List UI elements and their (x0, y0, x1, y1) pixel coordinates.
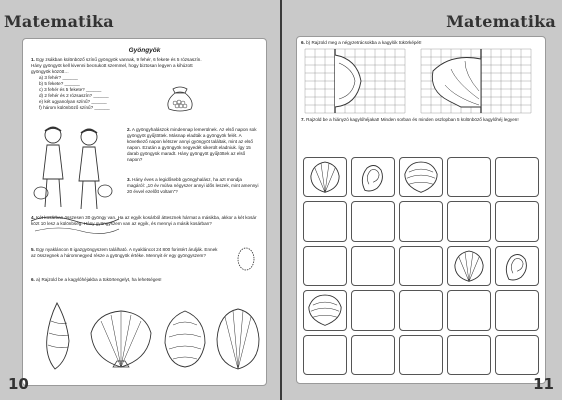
task-6b: 6. b) Rajzold meg a négyzetrácsokba a kagylók tükörképét! (301, 40, 422, 45)
right-page (282, 0, 562, 400)
grid-cell (351, 335, 395, 375)
grid-cell (399, 246, 443, 286)
shell-scallop-icon (400, 158, 442, 196)
grid-cell (447, 201, 491, 241)
task-4: 4. Két kosárban összesen 30 gyöngy van. Ha az egyik kosárból áttesznek hármat a másikba, akkor a két kosár közt 10 lesz a különbség. Hány gyöngyszem van az egyik, és mennyi a másik kosárban? (31, 215, 257, 226)
answer-b: b) 5 fekete? ______ (39, 81, 80, 86)
answer-d: d) 2 fehér és 2 rózsaszín? ______ (39, 93, 109, 98)
page-number-right: 11 (533, 375, 554, 393)
task-7: 7. Rajzold be a hiányzó kagylóhéjakat! Minden sorban és minden oszlopban 5 különböző kagylóhéj legyen! (301, 117, 519, 122)
answer-e: e) két ugyanolyan színű? ______ (39, 99, 107, 104)
grid-cell (495, 246, 539, 286)
shell-conch-icon (37, 301, 77, 371)
grid-cell (303, 201, 347, 241)
grid-cell (351, 290, 395, 330)
shell-fan-icon (448, 247, 490, 285)
shell-sudoku-grid (303, 157, 539, 375)
mirror-grid-1 (305, 49, 405, 113)
grid-cell (495, 335, 539, 375)
mirror-grid-2 (421, 49, 531, 113)
grid-cell (351, 246, 395, 286)
left-header: Matematika (4, 12, 114, 31)
answer-f: f) három különböző színű? ______ (39, 105, 110, 110)
grid-cell (303, 246, 347, 286)
task-5: 5. Egy nyakláncon 8 igazgyöngyszem található. A nyakláncot 24 800 forintért árulják. Ennek az összegnek a háromnegyed része a gyöngyök értéke. Mennyit ér egy gyöngyszem? (31, 247, 218, 258)
shell-fan-icon (304, 158, 346, 196)
grid-cell (399, 157, 443, 197)
task-2: 2. A gyöngyhalászok mindennap lemerülnek. Az első napon sok gyöngyöt gyűjtöttek. Másnap eladták a gyöngyök felét. A következő napon kétszer annyi gyöngyöt találtak, mint az első napon. Ezután a gyöngyök negyedét sikerült eladniuk. Így 15 darab gyöngyük maradt. Hány gyöngyöt gyűjtöttek az első napon? (127, 127, 257, 162)
task-6a: 6. a) Rajzold be a kagylóhéjakba a tükörtengelyt, ha lehetséges! (31, 277, 162, 282)
task-3: 3. Hány éves a legidősebb gyöngyhalász, ha azt mondja magáról: „10 év múlva négyszer annyi idős leszek, mint amennyi 20 évvel ezelőtt voltam”? (127, 177, 259, 194)
grid-cell (447, 246, 491, 286)
grid-cell (351, 201, 395, 241)
grid-cell (303, 335, 347, 375)
grid-cell (399, 290, 443, 330)
grid-cell (495, 290, 539, 330)
shell-scallop-icon (304, 291, 346, 329)
worksheet-title: Gyöngyök (128, 47, 161, 54)
grid-cell (447, 290, 491, 330)
left-worksheet (22, 38, 267, 386)
task-1: 1. Egy zsákban különböző színű gyöngyök vannak, 9 fehér, 6 fekete és 5 rózsaszín. Hány gyöngyöt kell kivenni becsukott szemmel, hogy biztosan legyen a kihúzott gyöngyök között… a) 3 fehér? ______ b) 5 fekete? ______ c) 3 fehér és 5 fekete? ______ d) 2 fehér és 2 rózsaszín? ______ e) két ugyanolyan színű? ______ f) három különböző színű? ______ (31, 57, 211, 111)
grid-cell (495, 201, 539, 241)
right-header: Matematika (446, 12, 556, 31)
grid-cell (447, 157, 491, 197)
shell-snail-icon (496, 247, 538, 285)
answer-c: c) 3 fehér és 5 fekete? ______ (39, 87, 102, 92)
pearl-sack-illustration (163, 83, 197, 113)
pearl-necklace-illustration (235, 245, 257, 273)
right-worksheet (296, 36, 546, 384)
shell-cockle-icon (163, 309, 207, 369)
grid-cell (351, 157, 395, 197)
grid-cell (303, 157, 347, 197)
grid-cell (303, 290, 347, 330)
page-number-left: 10 (8, 375, 29, 393)
grid-cell (495, 157, 539, 197)
shell-snail-icon (352, 158, 394, 196)
grid-cell (399, 335, 443, 375)
grid-cell (399, 201, 443, 241)
grid-cell (447, 335, 491, 375)
shell-scallop-icon (87, 309, 155, 371)
left-page (0, 0, 280, 400)
shell-fan-icon (213, 307, 263, 373)
answer-a: a) 3 fehér? ______ (39, 75, 78, 80)
